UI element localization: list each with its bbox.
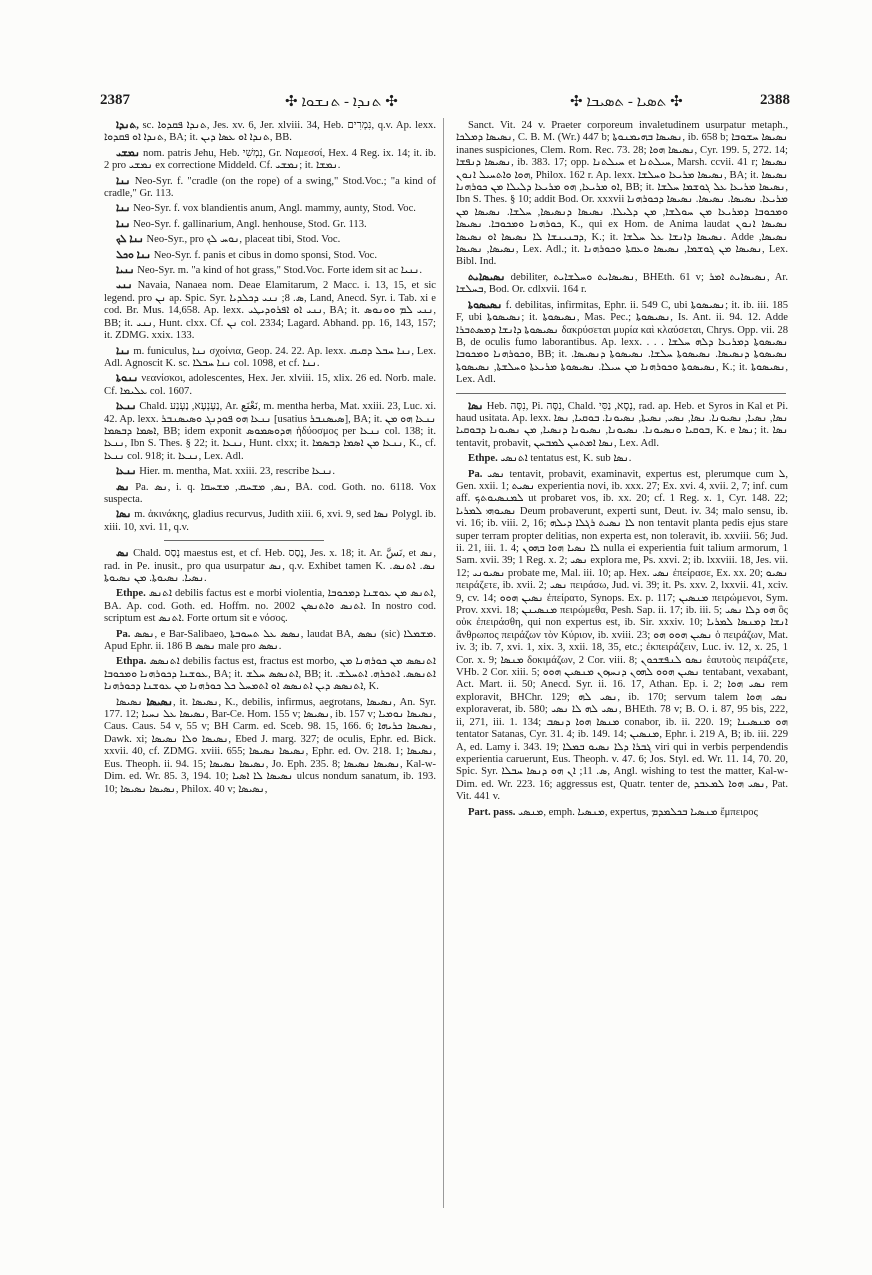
dictionary-entry [104, 656, 436, 693]
dictionary-entry [104, 120, 436, 145]
running-head-left: ✣ ܬܢܕܐ - ܬܢܫܘܐ ✣ [285, 94, 398, 110]
dictionary-entry [104, 482, 436, 507]
entry-text: Chald. נְסַס maestus est, et cf. Heb. נָסַס, Jes. x. 18; it. Ar. نَسَّ, et ܢܣ, rad. in Pe. inusit., pro qua usurpatur ܢܣ, q.v. Exhibet tamen K. ܢܣ. ܐܬܢܣ. ܢܣܝܐ. ܢܣܝܘܬܐ. ܡܢ ܢܣܝܘܬܐ. [104, 548, 436, 584]
entry-headword: ܢܢܘܬܐ [116, 373, 139, 385]
entry-headword: ܬܢܕܐ, [116, 120, 139, 131]
column-divider [443, 118, 444, 1208]
entry-text: Neo-Syr. f. vox blandientis anum, Angl. mammy, aunty, Stod. Voc. [133, 203, 416, 215]
dictionary-entry [104, 203, 436, 215]
entry-headword: Pa. [116, 628, 131, 640]
entry-text: Neo-Syr. m. "a kind of hot grass," Stod.Voc. Forte idem sit ac ܢܢܝܐ. [137, 265, 422, 277]
section-separator [456, 393, 786, 394]
entry-text: ܐܬܢܣܝ tentatus est, K. sub ܢܣܐ. [500, 453, 632, 465]
entry-headword: ܢܣ [116, 481, 130, 493]
left-column [104, 120, 436, 799]
dictionary-entry [104, 509, 436, 534]
entry-text: Neo-Syr. f. gallinarium, Angl. henhouse, Stod. Gr. 113. [133, 218, 367, 230]
dictionary-entry [456, 807, 788, 819]
entry-text: Neo-Syr. f. "cradle (on the rope) of a swing," Stod.Voc.; "a kind of cradle," Gr. 113. [104, 175, 436, 200]
entry-text: ܐܬܢܣܣ debilis factus est, fractus est morbo, ܐܬܢܣܣ ܡܢ ܟܘܪܗܢܐ ܡܢ ܥܘܫܢܐ ܕܟܘܪܗܢܐ ܘܡܟܘܒܐ, BA; it. ܐܬܢܣܣ ܚܠܫ, BB; it. ܐܬܢܣܣ. ܐܬܟܪܗ. ܐܬܚܠܫ. ܐܬܢܣܣ ܕܝܢ ܐܬܢܣܣ ܐܘ ܐܬܡܚܠ ܟܠ ܟܘܪܗܢܐ ܡܢ ܥܘܫܢܐ ܕܟܘܪܗܢܐ, K. [104, 656, 436, 693]
entry-headword: Ethpa. [116, 656, 147, 668]
entry-text: nom. patris Jehu, Heb. נִמְשִׁי, Gr. Ναμεσσί, Hex. 4 Reg. ix. 14; it. ib. 2 pro ܢܡܫܝ ex correctione Middeld. Cf. ܢܡܫܝ; it. ܢܡܫܐ. [104, 147, 436, 172]
entry-headword: ܢܢܐ [116, 218, 131, 230]
page-header [100, 92, 790, 114]
dictionary-entry [456, 401, 788, 451]
dictionary-entry [104, 250, 436, 262]
dictionary-entry [104, 176, 436, 201]
dictionary-entry [456, 300, 788, 387]
dictionary-entry [104, 548, 436, 585]
dictionary-entry [104, 346, 436, 371]
entry-headword: Ethpe. [468, 453, 498, 465]
dictionary-entry [104, 466, 436, 478]
dictionary-entry [104, 629, 436, 654]
entry-headword: ܢܢܥܐ [116, 401, 137, 413]
entry-headword: Pa. [468, 468, 483, 480]
page-number-left: 2387 [100, 92, 130, 108]
entry-text: m. ἀκινάκης, gladius recurvus, Judith xiii. 6, xvi. 9, sed ܢܣܐ Polygl. ib. xiii. 10, xvi. 11, q.v. [104, 509, 436, 533]
entry-text: Hier. m. mentha, Mat. xxiii. 23, rescribe ܢܢܥܐ. [139, 466, 336, 478]
entry-text: ܐܬܢܣ debilis factus est e morbi violentia, ܐܬܢܣ ܡܢ ܥܘܫܢܐ ܕܡܟܘܒܐ, BA. Ap. cod. Goth. ed. Hoffm. no. 2002 ܐܬܢܣ ܘܐܬܢܣܢ. In nostro cod. scriptum est ܐܬܢܣ. Forte ortum sit e νόσος. [104, 588, 436, 625]
entry-headword: Part. pass. [468, 806, 516, 818]
entry-headword: ܢܢܐ [116, 345, 131, 357]
entry-text: Neo-Syr., pro ܢܘܚ ܠܟ, placeat tibi, Stod. Voc. [146, 234, 341, 246]
entry-headword: ܢܣܝܣܐ [146, 696, 173, 708]
entry-headword: ܢܢܝ [116, 280, 133, 292]
entry-headword: ܢܣ [116, 548, 130, 560]
dictionary-entry [104, 697, 436, 796]
entry-text: νεανίσκοι, adolescentes, Hex. Jer. xlviii. 15, xlix. 26 ed. Norb. male. Cf. ܥܠܝܡܐ col. 1607. [104, 373, 436, 397]
entry-headword: ܢܣܝܣܘܬܐ [468, 299, 503, 311]
entry-headword: ܢܢܐ [116, 203, 131, 215]
dictionary-entry [456, 469, 788, 804]
dictionary-entry [104, 219, 436, 231]
entry-headword: ܢܢܐ ܘܟܠ [116, 249, 152, 261]
dictionary-entry [104, 401, 436, 463]
entry-headword: ܢܣܐ [116, 509, 132, 521]
entry-text: f. debilitas, infirmitas, Ephr. ii. 549 C, ubi ܢܣܝܣܘܬܐ; it. ib. iii. 185 F, ubi ܢܣܝܣܘܬܐ; it. ܢܣܝܣܘܬܐ, Mas. Pec.; ܢܣܝܣܘܬܐ, Is. Ant. ii. 94. 12. Adde ܢܣܝܣܘܬܐ ܕܐܢܫܐ ܕܡܣܬܒܪܐ δακρύσεται μυρία καὶ κλαύσεται, Chrys. Opp. vii. 28 B, de oculis fumo laborantibus. Ap. lexx. . . . ܢܣܝܣܘܬܐ ܕܡܪܝܥܐ ܕܠܗ ܚܠܫܐ ܘܟܘܪܗܢܐ ܘܡܟܘܒܐ, BB; it. ܢܣܝܣܘܬܐ ܕܢܣܝܣܐ. ܢܣܝܣܘܬܐ ܚܠܫܐ. ܢܣܝܣܘܬܐ ܕܢܣܝܣܐ. ܢܣܝܣܘܬܐ ܘܟܘܪܗܢܐ ܡܢ ܚܝܠܐ. ܢܣܝܣܘܬܐ ܡܪܝܥܬܐ ܘܚܠܫܬܐ, ܢܣܝܣܘܬܐ, K.; it. ܢܣܝܣܘܬܐ, Lex. Adl. [456, 299, 788, 386]
entry-text: Heb. נִסָּה, Pi. נִסָּה, Chald. נְסָא, נַסִּי, rad. ap. Heb. et Syros in Kal et Pi. haud usitata. Ap. lexx. ܢܣܐ, ܢܣܝܐ, ܢܣܝܘܢܐ. ܢܣܐ, ܢܣܝ, ܢܣܝܬܐ, ܢܣܝܘܢܐ. ܒܘܩܝܐ, ܢܣܐ ܒܘܩܝܐ ܘܢܣܝܘܢܐ. ܢܣܝܘܢܐ, ܢܣܝܘܢܐ ܕܢܣܝܐ, ܡܢ ܢܣܝܘܢܐ ܕܒܘܩܝܐ, K. e ܢܣܐ; it. ܢܣܐ tentavit, probavit, ܢܣܐ ܐܡܬܚܢ ܠܡܒܚܢ, Lex. Adl. [456, 400, 788, 449]
entry-text: Sanct. Vit. 24 v. Praeter corporeum invaletudinem usurpatur metaph., ܢܣܝܣܐ ܕܡܠܟܐ, C. B. M. (Wr.) 447 b; ܢܣܝܣܐ ܒܗܝܡܢܘܬܐ, ib. 658 b; ܢܣܝܣܐ ܚܫܘܒܐ inanes suspiciones, Clem. Rom. Rec. 73. 28; ܢܣܝܣܐ ܗܘܐ, Cyr. 199. 5, 272. 14; ܢܣܝܣܐ ܕܢܦܫܐ, ib. 383. 17; opp. ܚܝܠܬܢܐ et ܚܝܠܬܢܐ, Marsh. ccvii. 41 r; ܢܣܝܣܐ ܗܘܐ ܘܐܬܚܝܠ ܐܢܘܢ, Philox. 162 r. Ap. lexx. ܢܣܝܣܐ ܡܪܝܥܐ ܘܚܠܫܐ, BA; it. ܢܣܝܣܐ ܐܘ ܡܪܝܥܐ, ܗܘ ܡܪܝܥܐ ܕܠܝܠܐ ܡܢ ܟܘܪܗܢܐ, BB; it. ܢܣܝܣܐ ܡܪܝܥܐ ܥܠ ܓܘܫܡܐ ܚܠܫܐ, Ibn S. Thes. § 10; addit Bod. Or. xxxvii ܡܪܝܥܐ. ܢܣܝܣܐ. ܢܣܝܣܐ. ܢܣܝܣܐ ܕܟܘܪܗܢܐ ܘܡܟܘܒܐ ܕܡܪܝܥܐ ܡܢ ܚܘܠܫܐ, ܡܢ ܕܠܝܠܐ. ܢܣܝܣܐ ܕܢܣܝܣܐ, ܚܠܫܐ. ܢܣܝܣܐ ܡܢ ܟܘܪܗܢܐ ܘܡܟܘܒܐ. ܢܣܝܣܐ, K., qui ex Hom. de Anima laudat ܢܣܝܣܐ ܐܢܘܢ ܕܒܢܝܢܫܐ ܠܐ ܢܣܝܣܐ ܐܘ ܢܣܝܣܐ, K.; it. ܢܣܝܣܐ ܕܐܢܫܐ ܥܠ ܚܠܫܐ. Adde ܢܣܝܣܐ, ܢܣܝܣܐ, ܢܣܝܣܐ, Lex. Adl.; it. ܢܣܝܣܐ ܡܢ ܓܘܫܡܐ, ܢܣܝܣܐ ܘܥܩܬܐ ܘܟܘܪܗܢܐ, Lex. Bibl. Ind. [456, 120, 789, 268]
entry-headword: ܢܣܝܣܐܝܬ [468, 271, 506, 283]
entry-headword: Ethpe. [116, 588, 146, 600]
entry-headword: ܢܡܫܝ [116, 147, 140, 159]
entry-headword: ܢܢܐ ܠܟ [116, 234, 144, 246]
entry-text: debiliter, ܢܣܝܣܐܝܬ ܘܚܠܫܐܝܬ, BHEth. 61 v; ܢܣܝܣܐܝܬ ܐܡܪ, Ar. ܒܚܠܫܐ, Bod. Or. cdlxvii. 164 r. [456, 271, 789, 296]
dictionary-entry [104, 280, 436, 342]
page-number-right: 2388 [760, 92, 790, 108]
entry-text: Neo-Syr. f. panis et cibus in domo sponsi, Stod. Voc. [153, 249, 378, 261]
entry-text: ܢܣܝܣܐ, it. ܢܣܝܣܐ, K., debilis, infirmus, aegrotans, ܢܣܝܣܐ, An. Syr. 177. 12; ܢܣܝܣܐ ܥܠ ܢܚܝܐ, Bar-Ce. Hom. 155 v; ܢܣܝܣܐ, ib. 157 v; ܢܣܝܣܐ ܢܘܡܝܐ, Caus. Caus. 54 v, 55 v; BH Carm. ed. Sceb. 98. 15, 166. 6; ܢܣܝܣܐ ܟܪܝܗܐ, Dawk. xi; ܢܣܝܣܐ ܘܠܐ ܢܣܝܣܐ, Ebed J. marg. 327; de oculis, Ephr. ed. Bick. xxvii. 40, cf. ZDMG. xviii. 655; ܢܣܝܣܐ ܢܣܝܣܐ, Ephr. ed. Ov. 218. 1; ܢܣܝܣܐ, Eus. Theoph. ii. 94. 15; ܢܣܝܣܐ ܢܣܝܣܐ, Jo. Eph. 235. 8; ܢܣܝܣܐ ܢܣܝܣܐ, Kal-w-Dim. ed. Wr. 85. 3, 194. 10; ܢܣܝܣܐ ܠܐ ܐܣܝܐ ulcus nondum sanatum, ib. 193. 10; ܢܣܝܣܐ ܢܣܝܣܐ, Philox. 40 v; ܢܣܝܣܐ, [104, 696, 437, 795]
dictionary-entry [456, 272, 788, 297]
entry-text: sc. ܬܢܕܐ ܦܩܕܘܐ, Jes. xv. 6, Jer. xlviii. 34, Heb. נִמְרִים, q.v. Ap. lexx. ܬܢܕܐ ܐܘ ܦܩܕܘܐ, BA; it. ܬܢܕܐ ܐܘ ܥܣܐ ܕܝܢ, BB. [104, 120, 436, 144]
entry-headword: ܢܢܝܐ [116, 265, 135, 277]
entry-text: m. funiculus, ܢܢܐ σχοίνια, Geop. 24. 22. Ap. lexx. ܢܢܐ ܚܒܠ ܕܩܝܩ, Lex. Adl. Agnoscit K. sc. ܢܢܐ ܚܒܠܐ col. 1098, et cf. ܢܢܐ. [104, 345, 436, 369]
entry-headword: ܢܣܐ [468, 400, 484, 412]
dictionary-entry [104, 234, 436, 246]
entry-text: ܢܣܝ tentavit, probavit, examinavit, expertus est, plerumque cum ܠ, Gen. xxii. 1; ܢܣܝܬ experientia novi, ib. xxx. 27; Ex. xvi. 4, xvii. 2, 7; inf. cum aff. ܠܡܢܣܝܘܬܟ ut probaret vos, ib. xx. 20; cf. 1 Reg. x. 1, Cyr. 148. 22; ܢܣܝܘܗܝ ܠܡܪܝܐ Deum probaverunt, experti sunt, Deut. iv. 34; malo sensu, ib. vi. 16; ib. viii. 2, 16; ܠܐ ܢܣܝܬ ܪܓܠܐ ܕܝܠܗ non tentavit planta pedis ejus stare super terram propter delitias, non experta est, non toleravit, ib. xxviii. 56; Jud. ii. 21, iii. 1. 4; ܠܐ ܢܣܝܐ ܗܘܐ ܒܗܘܢ nulla ei experientia fuit talium armorum, 1 Sam. xvii. 39; 1 Reg. x. 2; ܢܣܝ explora me, Ps. xxvi. 2; ib. lxxviii. 18, Jes. vii. 12; ܢܣܝܘܢܝ probate me, Mal. iii. 10; ap. Hex. ܢܣܝ ἐπείρασε, Ex. xx. 20; ܢܣܝܘ πειράζετε, ib. xvii. 2; ܢܣܝ πειράσω, Jud. vi. 39; it. Ps. xxv. 2, lxxvii. 41, xciv. 9, cv. 14; ܢܣܝܢ ܗܘܘ ἐπείρατο, Synops. Ex. p. 117; ܡܢܣܝܢ πειρώμενοι, Sym. Prov. xxvi. 18; ܡܢܣܝܢܢ πειρώμεθα, Pesh. Sap. ii. 17; ib. iii. 5; ܗܘ ܕܠܐ ܢܣܝ ὃς οὐκ ἐπειράσθη, qui non expertus est, ib. Sir. xxxiv. 10; ܐܢܫܐ ܕܡܢܣܐ ܠܡܪܝܐ ἄνθρωπος πειράζων τὸν Κύριον, ib. xviii. 23; ܢܣܝܢ ܗܘܘ ܗܘ ὁ πειράζων, Mat. iv. 3; ib. 7, xvi. 1, xix. 3, xxii. 18, 35, etc.; ἐκπειράζειν, Luc. iv. 12, x. 25, 1 Cor. x. 9; ܡܢܣܐ δοκιμάζων, 2 Cor. viii. 8; ܢܣܘ ܠܢܦܫܟܘܢ ἑαυτοὺς πειράζετε, VHb. 2 Cor. xiii. 5; ܢܣܝܢ ܗܘܘ ܠܗܘܢ ܕܢܚܙܘܢ ܡܢܣܝܢ ܗܘܘ tentabant, vexabant, Act. Mart. ii. 50; Anecd. Syr. ii. 16. 17, Athan. Ep. i. 2; ܢܣܝ ܗܘܐ rem exploravit, BHChr. 129; ܢܣܝ ܠܗ, ib. 170; servum talem ܢܣܝ ܗܘܐ exploraverat, ib. 580; ܢܣܝ ܠܗ ܠܐ ܢܣܝ, BHEth. 78 v; B. O. i. 87, 95 bis, 222, ii, 271, iii. 1. 134; ܡܢܣܐ ܗܘܐ ܕܢܣܒ conabor, ib. ii. 220. 19; ܗܘ ܡܢܣܝܢܐ tentator Satanas, Cyr. 31. 4; ib. 149. 14; ܡܢܣܝܢ, Ephr. i. 219 A, B; ib. iii. 229 A, ed. Lamy i. 343. 19; ܓܒܪܐ ܕܠܐ ܢܣܝܘ ܒܡܠܐ viri qui in verbis perpendendis experientia caruerunt, Eus. Theoph. v. 47. 6; Jos. Styl. ed. Wr. 11. 14, 70. 20, Spic. Syr. ܣ. 11; ܐܢ ܗܘ ܕܢܣܐ ܚܒܠܐ, Angl. wishing to test the matter, Kal-w-Dim. ed. Wr. 223. 16; aggressus est, Quatr. tenter de, ܢܣܝ ܗܘܐ ܠܡܥܒܕ, Pat. Vit. 441 v. [456, 468, 789, 803]
entry-text: Chald. נַעְנְעָא, נַעְנַע, Ar. نَعْنَع, m. mentha herba, Mat. xxiii. 23, Luc. xi. 42. Ap. lexx. ܢܢܥܐ ܗܘ ܦܘܕܢܓ ܘܣܝܣܢܒܪ [usatius ܣܝܣܢܒܪ], BA; it. ܢܢܥܐ ܗܘ ܡܢ ܐܣܡܐ ܕܒܣܡܐ, BB; idem exponit ܗܕܘܣܡܘܣ ἡδύοσμος per ܢܢܥܐ col. 138; it. ܢܢܥܐ, Ibn S. Thes. § 22; it. ܢܢܥܐ, Hunt. clxx; it. ܢܢܥܐ ܡܢ ܐܣܡܐ ܕܒܣܡܐ, K., cf. ܢܢܥܐ col. 918; it. ܢܢܥܐ, Lex. Adl. [104, 401, 437, 462]
entry-text: Pa. ܢܣ, i. q. ܢܣ, ܡܫܚܩ, ܡܫܚܩܐ, BA. cod. Goth. no. 6118. Vox suspecta. [104, 481, 436, 505]
right-column [456, 120, 788, 822]
dictionary-entry [104, 265, 436, 277]
running-head-right: ✣ ܬܣܝܐ - ܬܣܝܒܐ ✣ [570, 94, 683, 110]
dictionary-entry [456, 120, 788, 269]
entry-text: ܢܣܣ, e Bar-Salibaeo, ܢܣܣ ܥܠ ܬܚܘܒܬܐ, laudat BA, ܢܣܣ (sic) ܡܫܡܠܐ. Apud Ephr. ii. 186 B ܢܣܣ male pro ܢܣܣ. [104, 628, 436, 653]
section-separator [164, 540, 324, 541]
entry-headword: ܢܢܥܐ [116, 466, 137, 478]
dictionary-entry [104, 373, 436, 398]
dictionary-entry [104, 148, 436, 173]
entry-headword: ܢܢܐ [116, 175, 131, 187]
entry-text: Navaia, Nanaea nom. Deae Elamitarum, 2 Macc. i. 13, 15, et sic legend. pro ܢܢ ap. Spic. Syr. ܣ. 8; ܢܢܝ ܕܟܠܕܝܐ, Land, Anecd. Syr. i. Tab. xi e cod. Br. Mus. 14,658. Ap. lexx. ܢܢܝ ܐܘ ܐܦܪܘܕܝܛܝ, BA; it. ܢܢܝ ܠܡ ܘܘܢܘܣ, BB; it. ܢܢܝ, Hunt. clxx. Cf. ܢܢ col. 2334; Lagard. Abhand. pp. 16, 143, 157; it. ZDMG. xxix. 133. [104, 280, 437, 342]
entry-text: ܡܢܣܝ, emph. ܡܢܣܝܐ, expertus, ܡܢܣܝܐ ܒܟܠܡܕܡ ἔμπειρος [518, 806, 758, 818]
dictionary-entry [456, 453, 788, 465]
dictionary-entry [104, 588, 436, 625]
